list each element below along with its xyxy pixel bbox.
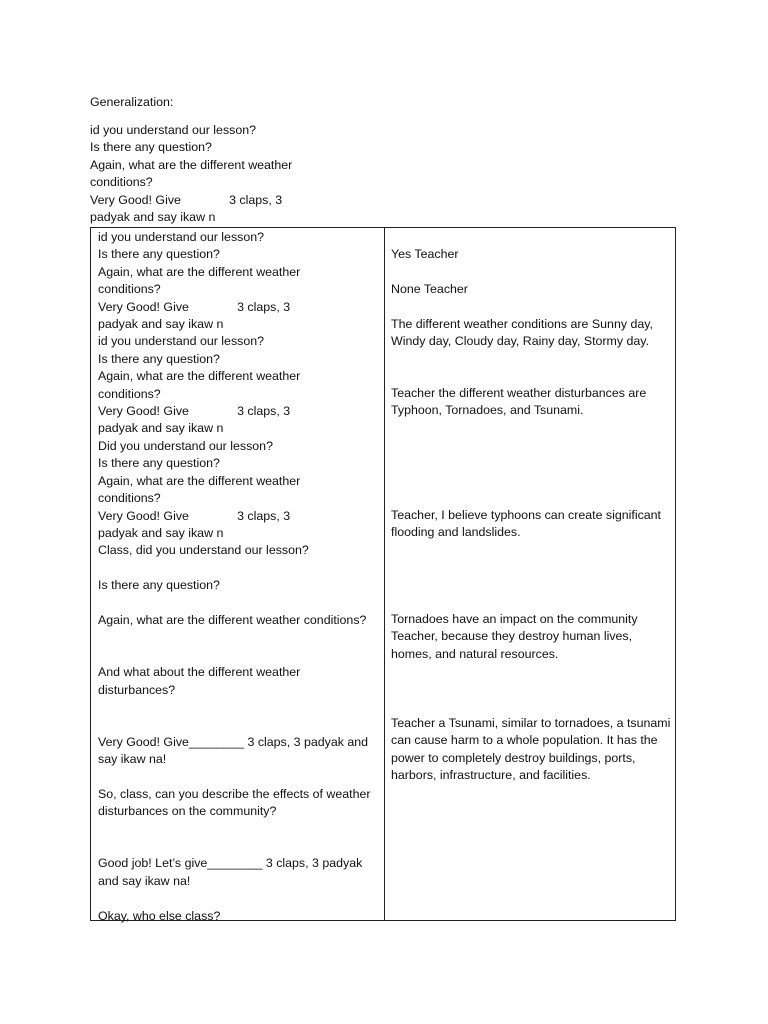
blank-line (98, 647, 382, 664)
blank-line (98, 560, 382, 577)
blank-line (98, 769, 382, 786)
student-response: Tornadoes have an impact on the community Teacher, because they destroy human lives, homes, and natural resources. (391, 612, 638, 661)
blank-line (98, 838, 382, 855)
student-response: Teacher the different weather disturbances are Typhoon, Tornadoes, and Tsunami. (391, 386, 647, 418)
teacher-line: padyak and say ikaw n (98, 525, 224, 540)
teacher-line: padyak and say ikaw n (98, 421, 224, 436)
teacher-line: id you understand our lesson? (98, 334, 265, 349)
teacher-line: say ikaw na! (98, 752, 167, 767)
teacher-line: conditions? (98, 491, 161, 506)
intro-line: Is there any question? (90, 140, 212, 155)
teacher-line: Is there any question? (98, 247, 220, 262)
teacher-column (98, 229, 382, 925)
blank-line (98, 629, 382, 646)
teacher-line: Good job! Let’s give________ 3 claps, 3 padyak (98, 856, 363, 871)
teacher-line: disturbances? (98, 682, 176, 697)
intro-line: conditions? (90, 175, 153, 190)
teacher-line: Is there any question? (98, 456, 220, 471)
student-response: Yes Teacher (391, 247, 459, 261)
teacher-line: and say ikaw na! (98, 873, 191, 888)
intro-line: id you understand our lesson? (90, 123, 257, 137)
teacher-line: Very Good! Give 3 claps, 3 (98, 508, 291, 523)
teacher-line: Did you understand our lesson? (98, 438, 273, 453)
student-response: The different weather conditions are Sunny day, Windy day, Cloudy day, Rainy day, Stormy day. (391, 317, 653, 349)
student-response: None Teacher (391, 282, 468, 296)
student-response: Teacher, I believe typhoons can create significant flooding and landslides. (391, 508, 662, 540)
teacher-line: Again, what are the different weather (98, 264, 301, 279)
teacher-line: Very Good! Give 3 claps, 3 (98, 404, 291, 419)
teacher-line: disturbances on the community? (98, 804, 277, 819)
teacher-line: Again, what are the different weather (98, 473, 301, 488)
blank-line (98, 716, 382, 733)
teacher-line: conditions? (98, 282, 161, 297)
teacher-line: conditions? (98, 386, 161, 401)
blank-line (98, 595, 382, 612)
teacher-line: Class, did you understand our lesson? (98, 543, 309, 558)
student-response: Teacher a Tsunami, similar to tornadoes, a tsunami can cause harm to a whole population. It has the power to completely destroy buildings, ports, harbors, infrastructure, and facilities. (391, 716, 671, 783)
teacher-line: Very Good! Give________ 3 claps, 3 padyak and (98, 734, 369, 749)
blank-line (98, 821, 382, 838)
teacher-line: So, class, can you describe the effects of weather (98, 786, 371, 801)
teacher-line: Again, what are the different weather conditions? (98, 612, 367, 627)
intro-line: Very Good! Give 3 claps, 3 (90, 192, 283, 207)
teacher-line: Is there any question? (98, 351, 220, 366)
column-divider (384, 228, 385, 920)
teacher-line: Very Good! Give 3 claps, 3 (98, 299, 291, 314)
blank-line (98, 890, 382, 907)
teacher-line: And what about the different weather (98, 665, 301, 680)
blank-line (98, 699, 382, 716)
teacher-line: padyak and say ikaw n (98, 317, 224, 332)
teacher-line: Okay, who else class? (98, 908, 221, 923)
teacher-line: Is there any question? (98, 578, 220, 593)
section-heading: Generalization: (90, 95, 174, 109)
teacher-line: Again, what are the different weather (98, 369, 301, 384)
intro-line: padyak and say ikaw n (90, 210, 216, 225)
intro-text (90, 122, 390, 226)
teacher-line: id you understand our lesson? (98, 230, 265, 244)
lesson-table (90, 227, 676, 921)
intro-line: Again, what are the different weather (90, 157, 293, 172)
